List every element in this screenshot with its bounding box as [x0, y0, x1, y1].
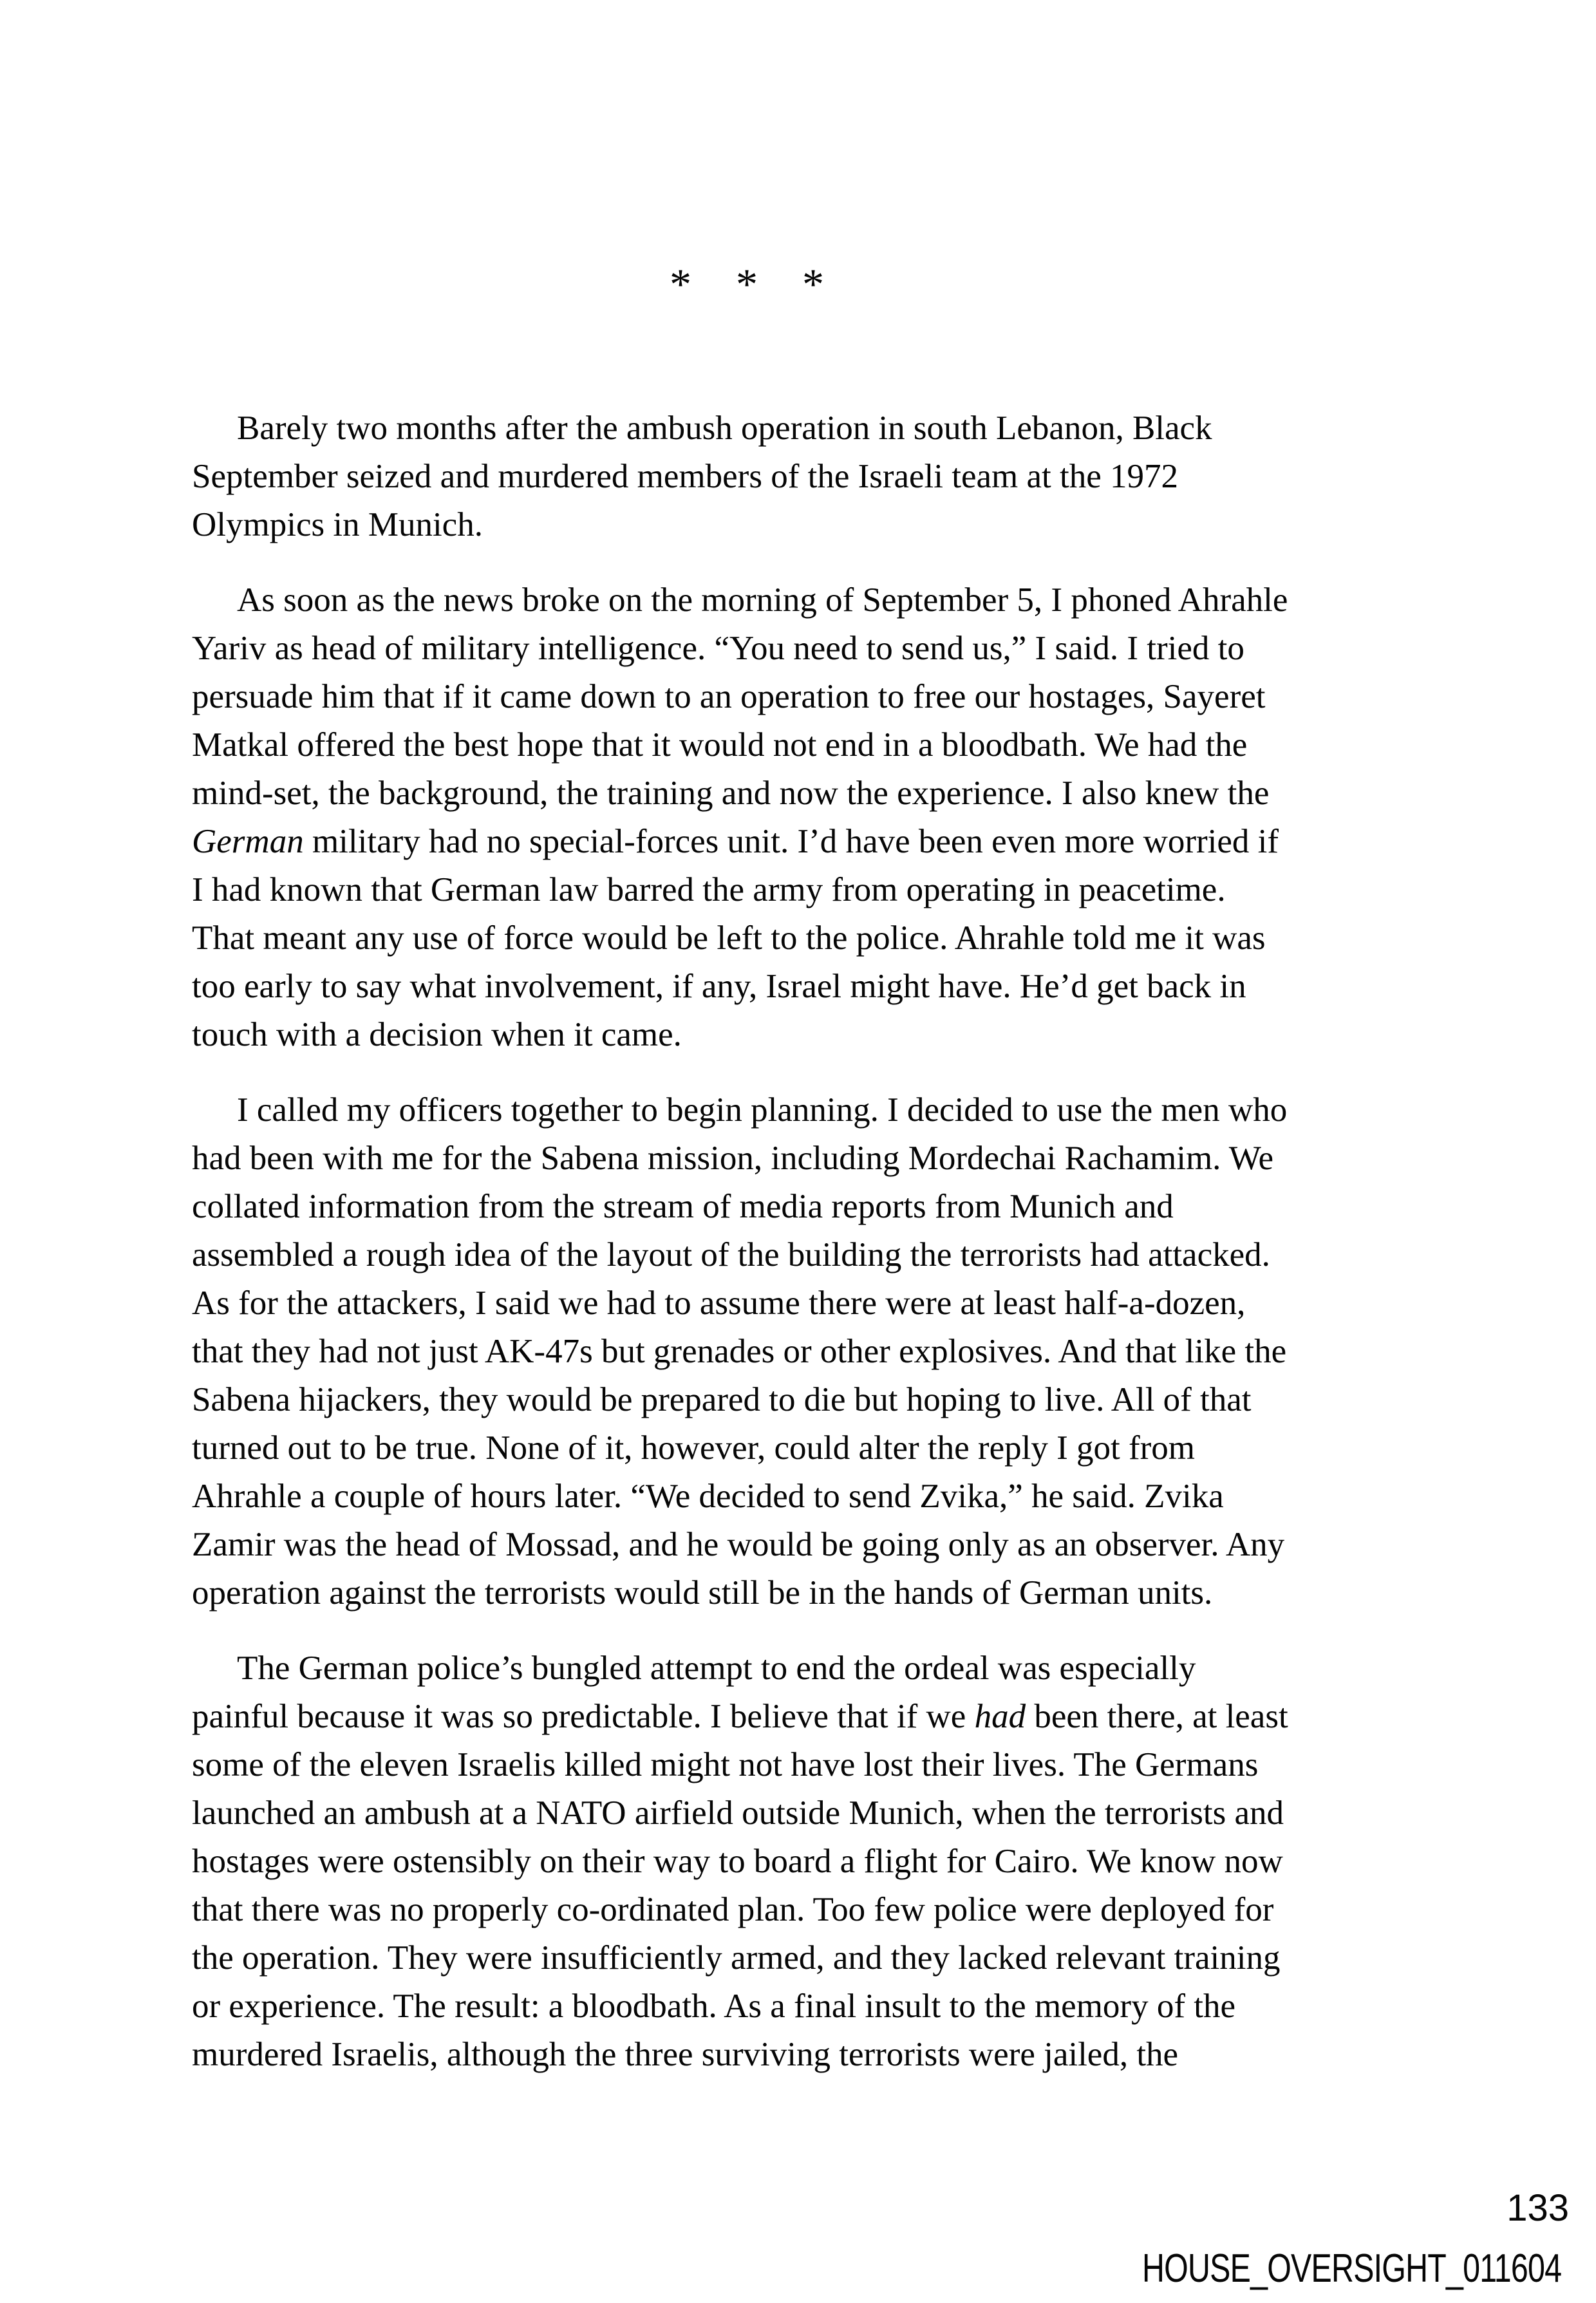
text-line [192, 1521, 1512, 1569]
text-segment: been there, at least [1026, 1698, 1288, 1735]
body-text [192, 404, 1512, 2106]
text-segment: launched an ambush at a NATO airfield outside Munich, when the terrorists and [192, 1794, 1284, 1832]
text-line [192, 866, 1512, 914]
text-segment: had been with me for the Sabena mission, including Mordechai Rachamim. We [192, 1140, 1274, 1177]
text-segment: Yariv as head of military intelligence. “You need to send us,” I said. I tried to [192, 630, 1244, 667]
text-line [192, 404, 1512, 453]
page-number: 133 [1507, 2187, 1569, 2229]
text-segment: I called my officers together to begin planning. I decided to use the men who [237, 1091, 1288, 1129]
text-line [192, 1982, 1512, 2031]
text-segment: I had known that German law barred the army from operating in peacetime. [192, 871, 1226, 908]
text-segment: turned out to be true. None of it, however, could alter the reply I got from [192, 1429, 1195, 1467]
text-line [192, 453, 1512, 501]
text-line [192, 1011, 1512, 1059]
text-segment: assembled a rough idea of the layout of the building the terrorists had attacked. [192, 1236, 1270, 1274]
text-line [192, 1279, 1512, 1328]
text-segment: Zamir was the head of Mossad, and he would be going only as an observer. Any [192, 1526, 1285, 1563]
text-segment: touch with a decision when it came. [192, 1016, 682, 1053]
text-segment: murdered Israelis, although the three surviving terrorists were jailed, the [192, 2036, 1179, 2073]
text-segment: mind-set, the background, the training and now the experience. I also knew the [192, 775, 1270, 812]
text-line [192, 501, 1512, 549]
bates-stamp: HOUSE_OVERSIGHT_011604 [1142, 2246, 1562, 2291]
text-segment: persuade him that if it came down to an operation to free our hostages, Sayeret [192, 678, 1266, 715]
text-segment: hostages were ostensibly on their way to board a flight for Cairo. We know now [192, 1843, 1283, 1880]
text-line [192, 1789, 1512, 1838]
italic-text: had [974, 1698, 1026, 1735]
text-line [192, 1838, 1512, 1886]
text-line [192, 1424, 1512, 1472]
text-line [192, 1693, 1512, 1741]
text-line [192, 914, 1512, 963]
text-line [192, 1328, 1512, 1376]
text-segment: Olympics in Munich. [192, 506, 483, 543]
text-segment: some of the eleven Israelis killed might not have lost their lives. The Germans [192, 1746, 1259, 1783]
text-segment: military had no special-forces unit. I’d have been even more worried if [303, 823, 1279, 860]
text-line [192, 769, 1512, 818]
text-line [192, 963, 1512, 1011]
text-line [192, 625, 1512, 673]
text-segment: As soon as the news broke on the morning of September 5, I phoned Ahrahle [237, 581, 1288, 619]
text-segment: that they had not just AK-47s but grenades or other explosives. And that like the [192, 1333, 1287, 1370]
text-line [192, 1644, 1512, 1693]
text-segment: As for the attackers, I said we had to assume there were at least half-a-dozen, [192, 1284, 1246, 1322]
text-segment: Barely two months after the ambush operation in south Lebanon, Black [237, 409, 1212, 447]
text-line [192, 1741, 1512, 1789]
text-line [192, 721, 1512, 769]
text-segment: that there was no properly co-ordinated plan. Too few police were deployed for [192, 1891, 1274, 1928]
text-line [192, 1886, 1512, 1934]
paragraph [192, 1644, 1512, 2079]
text-segment: September seized and murdered members of the Israeli team at the 1972 [192, 458, 1179, 495]
italic-text: German [192, 823, 304, 860]
paragraph [192, 1086, 1512, 1617]
text-segment: operation against the terrorists would still be in the hands of German units. [192, 1574, 1213, 1612]
text-segment: too early to say what involvement, if any, Israel might have. He’d get back in [192, 968, 1246, 1005]
text-line [192, 818, 1512, 866]
text-line [192, 1231, 1512, 1279]
text-line [192, 1472, 1512, 1521]
text-segment: Sabena hijackers, they would be prepared to die but hoping to live. All of that [192, 1381, 1252, 1418]
text-line [192, 1376, 1512, 1424]
text-segment: Matkal offered the best hope that it would not end in a bloodbath. We had the [192, 726, 1248, 764]
text-line [192, 1134, 1512, 1183]
text-line [192, 1934, 1512, 1982]
text-line [192, 1569, 1512, 1617]
text-line [192, 1183, 1512, 1231]
text-line [192, 673, 1512, 721]
text-segment: or experience. The result: a bloodbath. As a final insult to the memory of the [192, 1988, 1235, 2025]
paragraph [192, 576, 1512, 1059]
text-line [192, 576, 1512, 625]
text-segment: painful because it was so predictable. I believe that if we [192, 1698, 975, 1735]
section-separator: * * * [670, 259, 824, 308]
text-line [192, 2031, 1512, 2079]
text-segment: The German police’s bungled attempt to end the ordeal was especially [237, 1650, 1196, 1687]
text-segment: That meant any use of force would be left to the police. Ahrahle told me it was [192, 919, 1266, 957]
text-line [192, 1086, 1512, 1134]
text-segment: collated information from the stream of media reports from Munich and [192, 1188, 1174, 1225]
text-segment: Ahrahle a couple of hours later. “We decided to send Zvika,” he said. Zvika [192, 1478, 1224, 1515]
text-segment: the operation. They were insufficiently armed, and they lacked relevant training [192, 1939, 1281, 1977]
paragraph [192, 404, 1512, 549]
